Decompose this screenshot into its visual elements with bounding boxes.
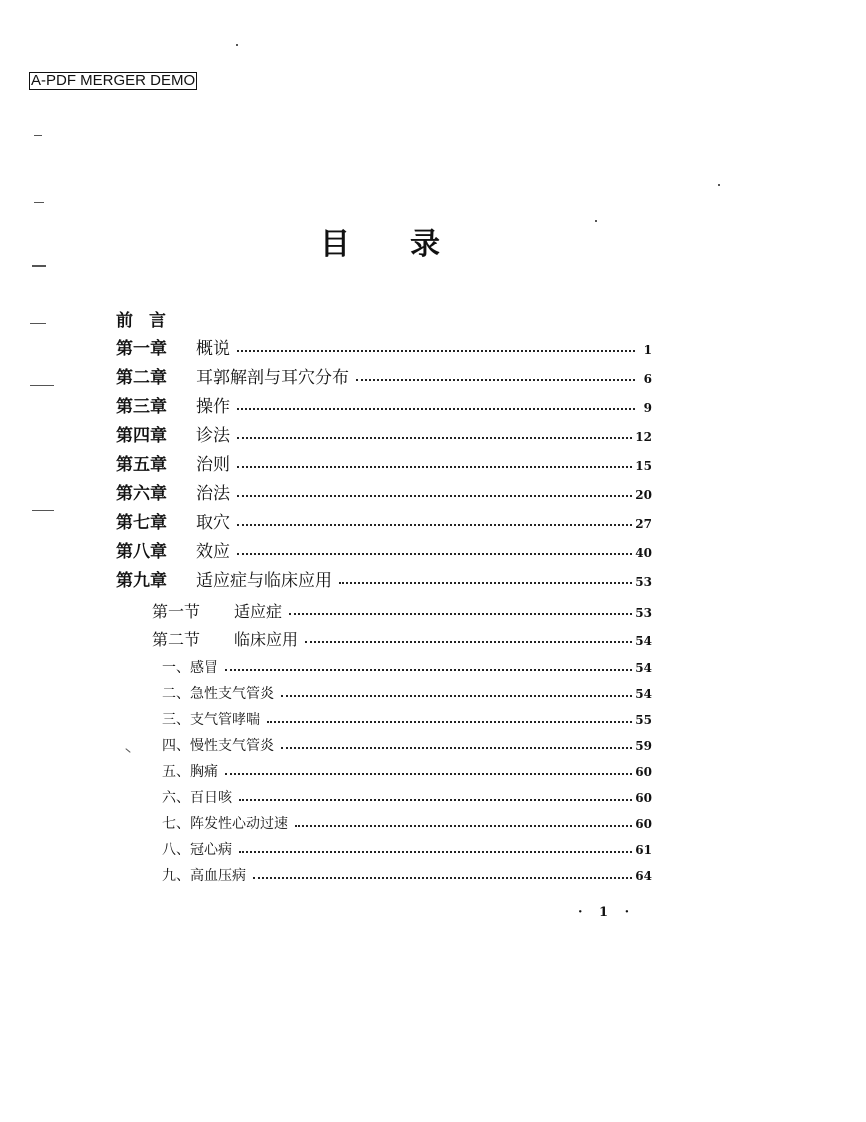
entry-title: 三、支气管哮喘 xyxy=(162,712,260,728)
section-title: 临床应用 xyxy=(234,630,299,649)
leader-dots xyxy=(339,582,632,584)
entry-title: 七、阵发性心动过速 xyxy=(162,816,288,832)
toc-chapter-1[interactable] xyxy=(116,337,652,361)
chapter-title: 诊法 xyxy=(196,426,230,446)
chapter-label: 第七章 xyxy=(116,513,167,533)
page-ref: 40 xyxy=(635,546,652,560)
page-ref: 54 xyxy=(635,634,652,648)
leader-dots xyxy=(225,669,632,671)
page-ref: 54 xyxy=(635,661,652,675)
scan-mark xyxy=(718,184,720,186)
leader-dots xyxy=(237,524,632,526)
chapter-title: 效应 xyxy=(196,542,230,562)
page-ref: 61 xyxy=(635,843,652,857)
toc-entry-3[interactable] xyxy=(162,708,652,732)
leader-dots xyxy=(237,408,635,410)
chapter-label: 第二章 xyxy=(116,368,167,388)
leader-dots xyxy=(289,613,632,615)
toc-chapter-5[interactable] xyxy=(116,453,652,477)
leader-dots xyxy=(239,799,632,801)
page-ref: 12 xyxy=(635,430,652,444)
toc-entry-8[interactable] xyxy=(162,838,652,862)
page-ref: 15 xyxy=(635,459,652,473)
chapter-title: 概说 xyxy=(196,339,230,359)
entry-title: 四、慢性支气管炎 xyxy=(162,738,274,754)
page-ref: 60 xyxy=(635,817,652,831)
scan-mark xyxy=(34,202,44,203)
entry-title: 八、冠心病 xyxy=(162,842,232,858)
toc-entry-7[interactable] xyxy=(162,812,652,836)
chapter-label: 第九章 xyxy=(116,571,167,591)
leader-dots xyxy=(237,553,632,555)
page-ref: 53 xyxy=(635,575,652,589)
toc-chapter-8[interactable] xyxy=(116,540,652,564)
toc-entry-2[interactable] xyxy=(162,682,652,706)
scan-mark xyxy=(30,323,46,324)
chapter-title: 适应症与临床应用 xyxy=(196,571,332,591)
toc-chapter-2[interactable] xyxy=(116,366,652,390)
section-title: 适应症 xyxy=(234,602,283,621)
leader-dots xyxy=(237,350,635,352)
page-ref: 1 xyxy=(643,343,652,357)
scan-mark xyxy=(32,510,54,511)
page-number: · 1 · xyxy=(578,905,636,920)
leader-dots xyxy=(295,825,632,827)
toc-entry-4[interactable] xyxy=(162,734,652,758)
toc-entry-6[interactable] xyxy=(162,786,652,810)
leader-dots xyxy=(239,851,632,853)
page-ref: 20 xyxy=(635,488,652,502)
page-ref: 60 xyxy=(635,765,652,779)
page-ref: 53 xyxy=(635,606,652,620)
chapter-label: 第五章 xyxy=(116,455,167,475)
leader-dots xyxy=(237,495,632,497)
watermark-label: A-PDF MERGER DEMO xyxy=(31,72,196,89)
toc-chapter-9[interactable] xyxy=(116,569,652,593)
page-ref: 60 xyxy=(635,791,652,805)
scan-mark xyxy=(30,385,54,386)
chapter-label: 第八章 xyxy=(116,542,167,562)
chapter-title: 治法 xyxy=(196,484,230,504)
toc-chapter-6[interactable] xyxy=(116,482,652,506)
page-ref: 59 xyxy=(635,739,652,753)
leader-dots xyxy=(253,877,632,879)
scan-mark xyxy=(236,44,238,46)
entry-title: 六、百日咳 xyxy=(162,790,232,806)
leader-dots xyxy=(225,773,632,775)
page-ref: 27 xyxy=(635,517,652,531)
scan-mark xyxy=(125,748,130,753)
chapter-label: 第一章 xyxy=(116,339,167,359)
toc-section-2[interactable] xyxy=(152,628,652,652)
page-ref: 6 xyxy=(643,372,652,386)
toc-chapter-4[interactable] xyxy=(116,424,652,448)
toc-entry-5[interactable] xyxy=(162,760,652,784)
leader-dots xyxy=(237,437,632,439)
leader-dots xyxy=(267,721,632,723)
toc-preface[interactable]: 前言 xyxy=(116,311,182,331)
toc-section-1[interactable] xyxy=(152,600,652,624)
leader-dots xyxy=(281,747,632,749)
page-ref: 64 xyxy=(635,869,652,883)
page-title: 目录 xyxy=(320,227,500,262)
toc-chapter-7[interactable] xyxy=(116,511,652,535)
entry-title: 九、高血压病 xyxy=(162,868,246,884)
leader-dots xyxy=(356,379,635,381)
toc-entry-1[interactable] xyxy=(162,656,652,680)
chapter-title: 操作 xyxy=(196,397,230,417)
toc-entry-9[interactable] xyxy=(162,864,652,888)
page-ref: 9 xyxy=(643,401,652,415)
page-ref: 55 xyxy=(635,713,652,727)
leader-dots xyxy=(281,695,632,697)
scan-mark xyxy=(34,135,42,136)
chapter-label: 第六章 xyxy=(116,484,167,504)
section-label: 第二节 xyxy=(152,630,201,649)
entry-title: 五、胸痛 xyxy=(162,764,218,780)
scan-mark xyxy=(32,265,46,267)
chapter-title: 治则 xyxy=(196,455,230,475)
scan-mark xyxy=(595,220,597,222)
chapter-label: 第四章 xyxy=(116,426,167,446)
section-label: 第一节 xyxy=(152,602,201,621)
chapter-title: 耳郭解剖与耳穴分布 xyxy=(196,368,349,388)
entry-title: 二、急性支气管炎 xyxy=(162,686,274,702)
chapter-label: 第三章 xyxy=(116,397,167,417)
leader-dots xyxy=(305,641,632,643)
leader-dots xyxy=(237,466,632,468)
chapter-title: 取穴 xyxy=(196,513,230,533)
toc-chapter-3[interactable] xyxy=(116,395,652,419)
page-ref: 54 xyxy=(635,687,652,701)
entry-title: 一、感冒 xyxy=(162,660,218,676)
